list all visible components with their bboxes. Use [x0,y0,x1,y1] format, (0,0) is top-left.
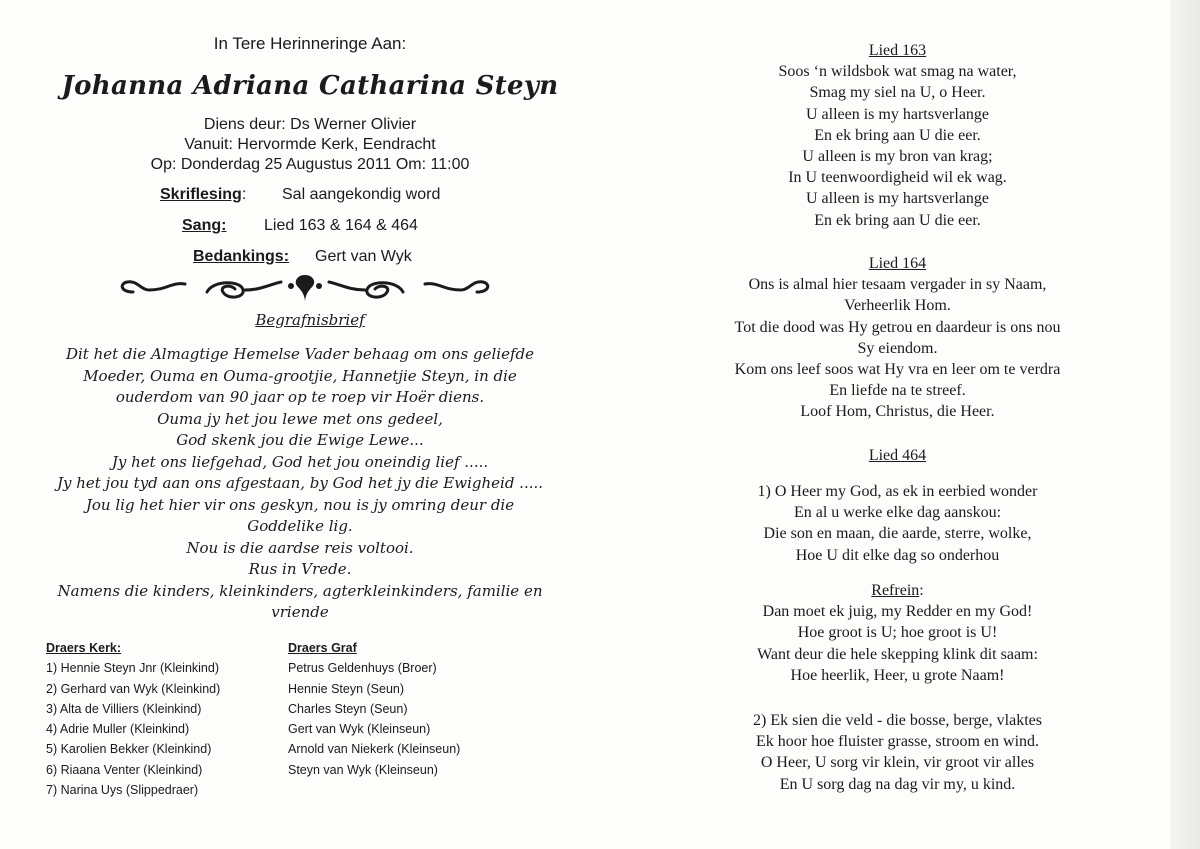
hymn-line: In U teenwoordigheid wil ek wag. [788,169,1007,187]
hymn-line: En liefde na te streef. [829,382,966,400]
letter-line: Dit het die Almagtige Hemelse Vader behaag om ons geliefde [65,345,535,363]
hymn-line: Sy eiendom. [857,339,938,357]
thanks-value: Gert van Wyk [315,248,412,265]
refrain-title: Refrein [871,582,920,599]
hymn-line: En ek bring aan U die eer. [814,211,981,229]
hymn-464-verse-2 [600,710,1195,795]
letter-line: Jy het jou tyd aan ons afgestaan, by God het jy die Ewigheid ..... [56,474,544,492]
hymn-line: Dan moet ek juig, my Redder en my God! [762,603,1033,621]
letter-line: Jy het ons liefgehad, God het jou oneindig lief ..... [111,452,489,471]
hymn-title: Lied 464 [868,447,927,464]
list-item: 1) Hennie Steyn Jnr (Kleinkind) [46,661,219,676]
hymn-line: Hoe heerlik, Heer, u grote Naam! [790,666,1005,684]
hymn-line: U alleen is my hartsverlange [805,105,990,123]
hymn-line: Hoe U dit elke dag so onderhou [795,546,1000,564]
deceased-name: Johanna Adriana Catharina Steyn [61,71,559,101]
service-by: Diens deur: Ds Werner Olivier [203,116,417,133]
list-item: Gert van Wyk (Kleinseun) [288,722,431,737]
letter-line: Rus in Vrede. [248,560,352,578]
letter-line: Ouma jy het jou lewe met ons gedeel, [157,409,443,428]
hymn-line: Tot die dood was Hy getrou en daardeur is ons nou [734,318,1061,336]
letter-line: Jou lig het hier vir ons geskyn, nou is jy omring deur die [85,495,515,514]
funeral-letter [20,344,580,624]
hymn-163 [600,40,1195,231]
hymn-line: Kom ons leef soos wat Hy vra en leer om te verdra [734,361,1061,379]
hymn-line: 2) Ek sien die veld - die bosse, berge, vlaktes [753,712,1042,729]
hymn-line: En ek bring aan U die eer. [814,126,981,144]
list-item: Hennie Steyn (Seun) [288,681,405,696]
right-panel [600,0,1170,849]
hymn-line: O Heer, U sorg vir klein, vir groot vir alles [760,754,1035,772]
hymn-line: 1) O Heer my God, as ek in eerbied wonder [757,483,1038,500]
letter-line: ouderdom van 90 jaar op te roep vir Hoër diens. [115,388,485,406]
hymn-line: Hoe groot is U; hoe groot is U! [797,624,998,642]
hymn-464-refrain [600,580,1195,686]
hymn-title: Lied 164 [868,255,927,272]
church-bearers-title: Draers Kerk: [46,641,122,655]
thanks-label: Bedankings: [193,248,290,265]
grave-bearers-title: Draers Graf [288,641,357,655]
hymn-line: Die son en maan, die aarde, sterre, wolke, [763,525,1032,543]
hymn-line: Ons is almal hier tesaam vergader in sy Naam, [748,276,1047,294]
church-bearers-list [46,638,220,800]
hymn-464-title-block [600,445,1195,466]
scripture-value: Sal aangekondig word [282,186,441,203]
hymn-line: U alleen is my hartsverlange [805,190,990,208]
hymn-line: Verheerlik Hom. [844,297,951,315]
hymn-line: Smag my siel na U, o Heer. [809,84,986,102]
list-item: 3) Alta de Villiers (Kleinkind) [46,701,202,716]
list-item: Steyn van Wyk (Kleinseun) [288,762,438,777]
list-item: 6) Riaana Venter (Kleinkind) [46,762,203,777]
song-value: Lied 163 & 164 & 464 [264,217,418,234]
thanks-label-row [193,248,289,266]
hymn-164 [600,253,1195,423]
service-location: Vanuit: Hervormde Kerk, Eendracht [184,136,436,153]
letter-line: Moeder, Ouma en Ouma-grootjie, Hannetjie Steyn, in die [83,366,517,385]
song-label-row [182,217,226,235]
list-item: 7) Narina Uys (Slippedraer) [46,783,199,798]
funeral-letter-title: Begrafnisbrief [255,311,365,329]
list-item: 4) Adrie Muller (Kleinkind) [46,722,190,737]
grave-bearers-list [288,638,460,780]
hymn-line: Soos ‘n wildsbok wat smag na water, [778,63,1017,81]
memorial-heading: In Tere Herinneringe Aan: [213,34,407,53]
letter-line: Namens die kinders, kleinkinders, agterkleinkinders, familie en [57,581,543,600]
list-item: 2) Gerhard van Wyk (Kleinkind) [46,681,221,696]
letter-line: vriende [271,603,329,621]
hymn-title: Lied 163 [868,42,927,59]
scripture-row [160,186,246,204]
scripture-label: Skriflesing [160,186,242,203]
service-datetime: Op: Donderdag 25 Augustus 2011 Om: 11:00 [150,156,470,173]
refrain-colon: : [919,582,924,599]
list-item: 5) Karolien Bekker (Kleinkind) [46,742,212,757]
refrain-heading [600,580,1195,601]
hymn-line: Want deur die hele skepping klink dit saam: [757,645,1038,663]
hymn-line: En al u werke elke dag aanskou: [793,504,1002,522]
ornament-divider-icon [115,272,495,306]
list-item: Arnold van Niekerk (Kleinseun) [288,742,461,757]
list-item: Charles Steyn (Seun) [288,701,408,716]
scripture-colon: : [241,186,247,203]
letter-line: God skenk jou die Ewige Lewe... [176,431,424,449]
hymn-464-verse-1 [600,481,1195,566]
hymn-line: U alleen is my bron van krag; [802,148,993,166]
letter-line: Nou is die aardse reis voltooi. [186,538,414,557]
letter-line: Goddelike lig. [247,517,353,535]
hymn-line: Ek hoor hoe fluister grasse, stroom en wind. [755,733,1040,751]
hymn-line: En U sorg dag na dag vir my, u kind. [779,775,1016,793]
hymn-line: Loof Hom, Christus, die Heer. [800,403,995,421]
song-label: Sang: [182,217,227,234]
list-item: Petrus Geldenhuys (Broer) [288,661,437,676]
